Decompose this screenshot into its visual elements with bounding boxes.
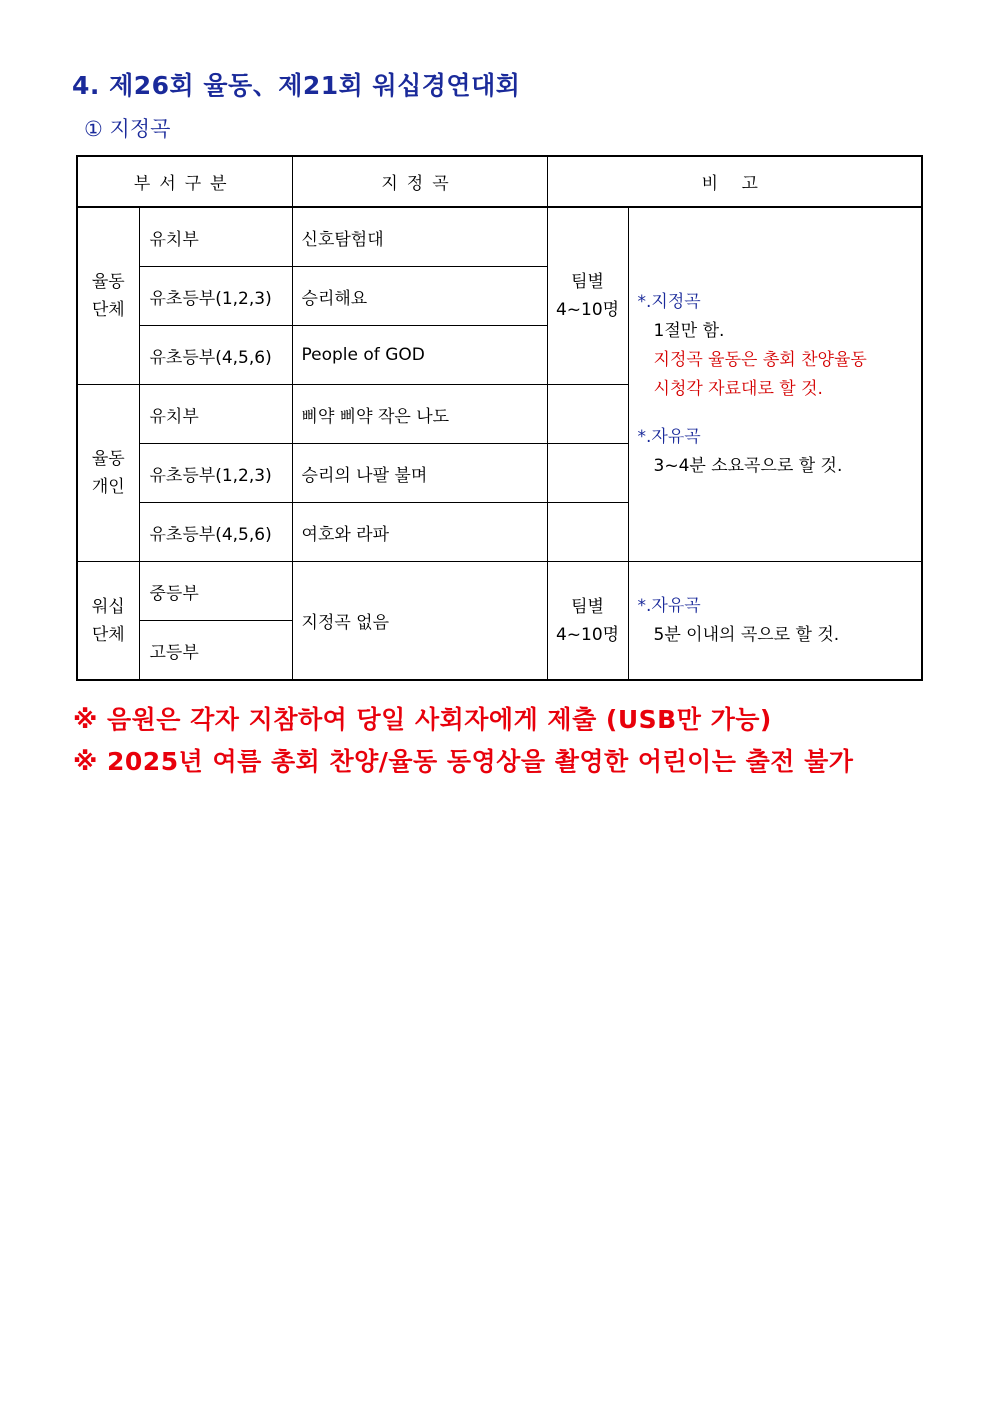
dept-cell: 고등부 [139,621,292,681]
note-body-red-2: 시청각 자료대로 할 것. [653,379,823,399]
table-row [77,562,922,621]
dept-cell: 유초등부(1,2,3) [139,267,292,326]
note-head-free: *.자유곡 [637,427,701,447]
team-size-empty-cell [547,385,628,444]
song-cell: 승리의 나팔 불며 [292,444,547,503]
group-label-line1: 율동 [91,449,125,469]
song-cell: 승리해요 [292,267,547,326]
group-label-line1: 워십 [91,596,125,617]
section-subtitle: ① 지정곡 [84,117,171,141]
note-body-verse: 1절만 함. [653,321,725,341]
note-body-duration: 5분 이내의 곡으로 할 것. [653,624,840,645]
team-size-empty-cell [547,444,628,503]
dept-cell: 중등부 [139,562,292,621]
note-cell-worship [628,562,922,681]
team-size-cell [547,207,628,385]
note-head-designated: *.지정곡 [637,292,701,312]
group-label-line2: 단체 [91,300,125,320]
group-label-line1: 율동 [91,272,125,292]
warning-eligibility: ※ 2025년 여름 총회 찬양/율동 동영상을 촬영한 어린이는 출전 불가 [73,747,854,776]
table-header-row [77,156,922,207]
team-size-line2: 4~10명 [555,300,620,320]
team-size-line1: 팀별 [571,596,604,617]
note-body-duration: 3~4분 소요곡으로 할 것. [653,456,843,476]
group-label-dance-solo [77,385,139,562]
table-row [77,207,922,267]
note-head-free: *.자유곡 [637,595,701,616]
group-label-worship-team [77,562,139,681]
dept-cell: 유초등부(4,5,6) [139,326,292,385]
designated-song-table [76,155,923,681]
team-size-line2: 4~10명 [555,624,620,645]
dept-cell: 유초등부(1,2,3) [139,444,292,503]
song-cell: 신호탐험대 [292,207,547,267]
song-cell: People of GOD [292,326,547,385]
song-cell: 여호와 라파 [292,503,547,562]
team-size-line1: 팀별 [571,272,604,292]
team-size-empty-cell [547,503,628,562]
note-cell-dance [628,207,922,562]
dept-cell: 유초등부(4,5,6) [139,503,292,562]
group-label-line2: 단체 [91,624,125,645]
group-label-line2: 개인 [91,477,125,497]
header-note: 비 고 [547,156,922,207]
note-body-red-1: 지정곡 율동은 총회 찬양율동 [653,350,867,370]
section-title: 4. 제26회 율동、제21회 워십경연대회 [72,71,521,100]
header-dept: 부서구분 [77,156,292,207]
dept-cell: 유치부 [139,207,292,267]
group-label-dance-team [77,207,139,385]
warning-audio-submission: ※ 음원은 각자 지참하여 당일 사회자에게 제출 (USB만 가능) [73,705,772,734]
header-song: 지정곡 [292,156,547,207]
song-cell: 삐약 삐약 작은 나도 [292,385,547,444]
dept-cell: 유치부 [139,385,292,444]
team-size-cell [547,562,628,681]
song-cell: 지정곡 없음 [292,562,547,681]
